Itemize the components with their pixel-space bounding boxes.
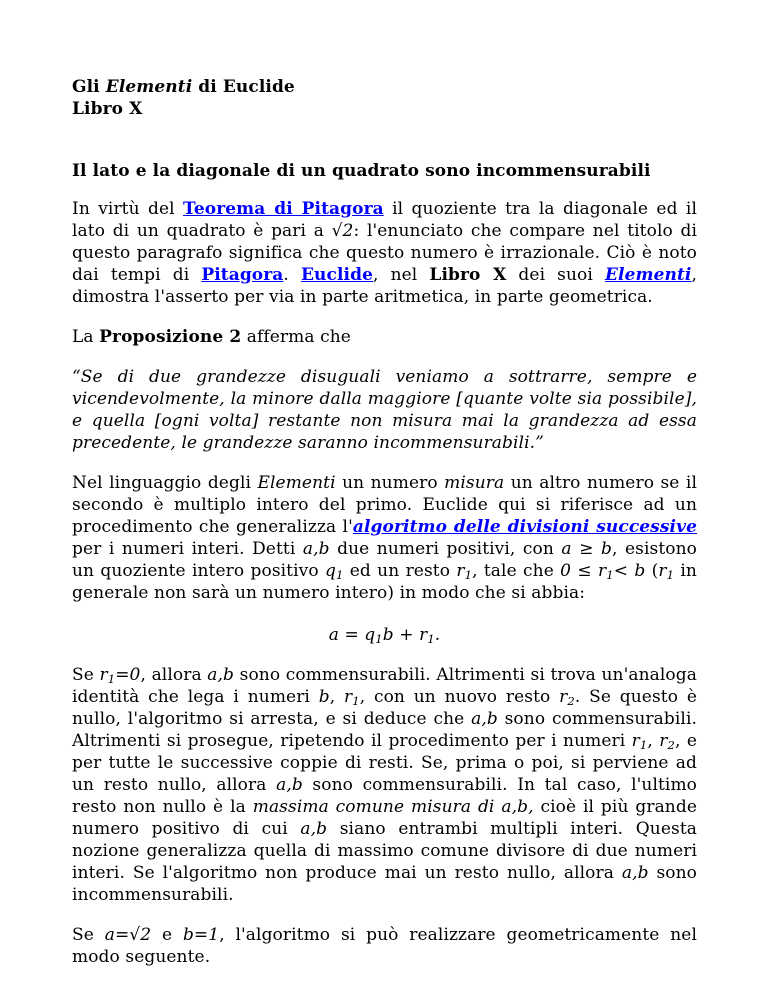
text-run: afferma che — [241, 327, 351, 347]
text-run: r — [99, 665, 108, 685]
text-run: 1 — [666, 567, 675, 582]
text-run: Libro X — [72, 99, 143, 119]
text-run: , nel — [373, 265, 430, 285]
text-run: 1 — [107, 671, 116, 686]
paragraph-geometric — [72, 924, 697, 968]
text-run: a = q — [328, 625, 376, 645]
text-run: a,b — [276, 775, 303, 795]
text-run: , dimostra l'asserto per via in parte aritmetica, in parte geometrica. — [72, 265, 698, 307]
document-title-line-1 — [72, 76, 697, 98]
text-run: Il lato e la diagonale di un quadrato sono incommensurabili — [72, 161, 651, 181]
text-run: b=1 — [182, 925, 220, 945]
text-run: “Se di due grandezze disuguali veniamo a sottrarre, sempre e vicendevolmente, la minore dalla maggiore [quante volte sia possibile], e quella [ogni volta] restante non misura mai la grandezza ad essa precedente, le grandezze saranno incommensurabili.” — [72, 367, 697, 453]
text-run: r — [559, 687, 568, 707]
paragraph-proposition-lead — [72, 326, 697, 348]
text-run: r — [631, 731, 640, 751]
text-run: 1 — [375, 631, 383, 646]
document-title — [72, 76, 697, 120]
text-run: Proposizione 2 — [99, 327, 242, 347]
text-run: cioè il più grande numero positivo di cui — [72, 797, 697, 839]
text-run: r — [658, 561, 667, 581]
text-run: 1 — [639, 737, 648, 752]
text-run: , esistono un quoziente intero positivo — [72, 539, 697, 581]
paragraph-remainders — [72, 664, 697, 906]
section-heading — [72, 160, 697, 182]
text-run: 1 — [427, 631, 435, 646]
text-run: q — [325, 561, 336, 581]
text-run: . — [283, 265, 301, 285]
text-run: Se — [72, 925, 105, 945]
text-run: . Se questo è nullo, l'algoritmo si arresta, e si deduce che — [72, 687, 697, 729]
text-run: per i numeri interi. Detti — [72, 539, 303, 559]
text-run: il quoziente tra la diagonale ed il lato di un quadrato è pari a — [72, 199, 697, 241]
text-run: , e per tutte le successive coppie di resti. Se, prima o poi, si perviene ad un resto nullo, allora — [72, 731, 697, 795]
text-run: Libro X — [429, 265, 507, 285]
text-run: ( — [645, 561, 659, 581]
link-euclide[interactable]: Euclide — [301, 265, 373, 285]
blockquote-proposition-2 — [72, 366, 697, 454]
text-run: , l'algoritmo si può realizzare geometricamente nel modo seguente. — [72, 925, 698, 967]
text-run: Elementi — [105, 77, 193, 97]
paragraph-algorithm — [72, 472, 697, 604]
text-run: 2 — [667, 737, 675, 752]
text-run: , tale che — [472, 561, 561, 581]
text-run: √2 — [331, 221, 354, 241]
text-run: r — [456, 561, 465, 581]
text-run: b + r — [382, 625, 428, 645]
document-title-line-2 — [72, 98, 697, 120]
link-teorema-di-pitagora[interactable]: Teorema di Pitagora — [183, 199, 384, 219]
text-run: sono incommensurabili. — [72, 863, 698, 905]
text-run: a,b — [621, 863, 649, 883]
text-run: r — [344, 687, 353, 707]
text-run: , con un nuovo resto — [359, 687, 560, 707]
text-run: , allora — [140, 665, 208, 685]
text-run: massima comune misura di a,b, — [252, 797, 534, 817]
text-run: in generale non sarà un numero intero) in modo che si abbia: — [72, 561, 697, 603]
text-run: a,b — [302, 539, 330, 559]
text-run: sono commensurabili. In tal caso, l'ultimo resto non nullo è la — [72, 775, 697, 817]
text-run: 1 — [606, 567, 614, 582]
text-run: La — [72, 327, 100, 347]
equation-euclidean-division — [72, 624, 697, 646]
text-run: Nel linguaggio degli — [72, 473, 258, 493]
text-run: a,b — [300, 819, 328, 839]
text-run: : l'enunciato che compare nel titolo di questo paragrafo significa che questo numero è irrazionale. Ciò è noto dai tempi di — [72, 221, 697, 285]
text-run: a,b — [471, 709, 498, 729]
text-run: un altro numero se il secondo è multiplo intero del primo. Euclide qui si riferisce ad un procedimento che generalizza l' — [72, 473, 698, 537]
text-run: 1 — [335, 567, 344, 582]
text-run: 0 ≤ r — [560, 561, 607, 581]
text-run: siano entrambi multipli interi. Questa nozione generalizza quella di massimo comune divisore di due numeri interi. Se l'algoritmo non produce mai un resto nullo, allora — [72, 819, 697, 883]
text-run: b — [318, 687, 330, 707]
text-run: sono commensurabili. Altrimenti si prosegue, ripetendo il procedimento per i numeri — [72, 709, 697, 751]
text-run: misura — [444, 473, 505, 493]
link-algoritmo-divisioni-successive[interactable]: algoritmo delle divisioni successive — [352, 517, 697, 537]
text-run: di Euclide — [192, 77, 295, 97]
text-run: . — [434, 625, 441, 645]
text-run: sono commensurabili. Altrimenti si trova un'analoga identità che lega i numeri — [72, 665, 697, 707]
text-run: < b — [613, 561, 646, 581]
text-run: due numeri positivi, con — [329, 539, 562, 559]
link-elementi[interactable]: Elementi — [604, 265, 692, 285]
text-run: =0 — [115, 665, 141, 685]
text-run: 1 — [352, 693, 360, 708]
text-run: Gli — [72, 77, 106, 97]
text-run: e — [151, 925, 183, 945]
text-run: In virtù del — [72, 199, 184, 219]
text-run: ed un resto — [343, 561, 457, 581]
text-run: , — [647, 731, 660, 751]
text-run: 1 — [464, 567, 473, 582]
text-run: , — [329, 687, 345, 707]
paragraph-intro — [72, 198, 697, 308]
text-run: dei suoi — [506, 265, 605, 285]
text-run: un numero — [335, 473, 445, 493]
link-pitagora[interactable]: Pitagora — [201, 265, 284, 285]
text-run: Se — [72, 665, 100, 685]
text-run: 2 — [567, 693, 575, 708]
text-run: a=√2 — [104, 925, 152, 945]
text-run: r — [659, 731, 668, 751]
text-run: Elementi — [257, 473, 336, 493]
text-run: a,b — [207, 665, 235, 685]
text-run: a ≥ b — [561, 539, 612, 559]
